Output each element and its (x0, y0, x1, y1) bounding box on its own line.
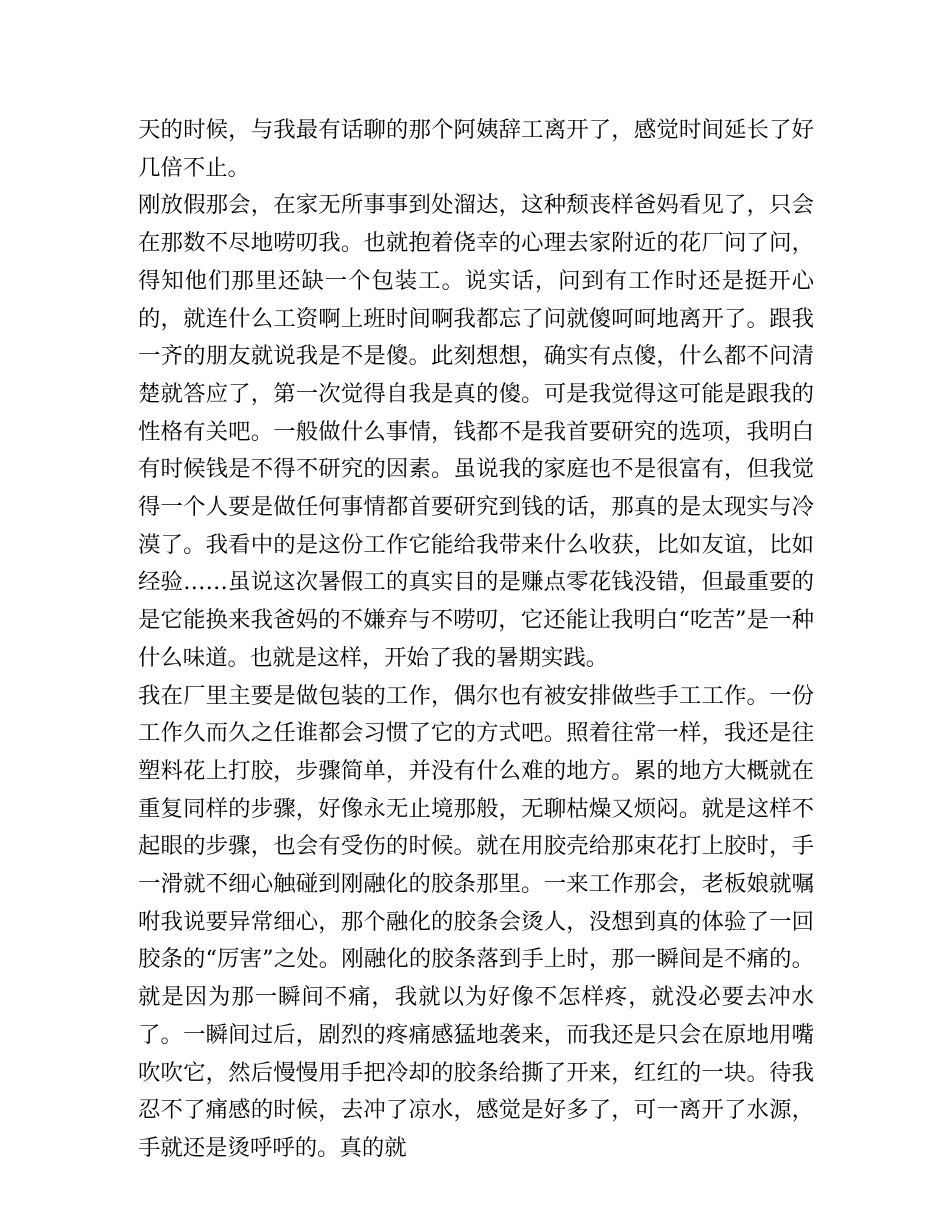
paragraph-2: 刚放假那会，在家无所事事到处溜达，这种颓丧样爸妈看见了，只会在那数不尽地唠叨我。也就抱着侥幸的心理去家附近的花厂问了问，得知他们那里还缺一个包装工。说实话，问到有工作时还是挺开心的，就连什么工资啊上班时间啊我都忘了问就傻呵呵地离开了。跟我一齐的朋友就说我是不是傻。此刻想想，确实有点傻，什么都不问清楚就答应了，第一次觉得自我是真的傻。可是我觉得这可能是跟我的性格有关吧。一般做什么事情，钱都不是我首要研究的选项，我明白有时候钱是不得不研究的因素。虽说我的家庭也不是很富有，但我觉得一个人要是做任何事情都首要研究到钱的话，那真的是太现实与冷漠了。我看中的是这份工作它能给我带来什么收获，比如友谊，比如经验……虽说这次暑假工的真实目的是赚点零花钱没错，但最重要的是它能换来我爸妈的不嫌弃与不唠叨，它还能让我明白“吃苦”是一种什么味道。也就是这样，开始了我的暑期实践。 (138, 192, 814, 671)
paragraph-3: 我在厂里主要是做包装的工作，偶尔也有被安排做些手工工作。一份工作久而久之任谁都会习惯了它的方式吧。照着往常一样，我还是往塑料花上打胶，步骤简单，并没有什么难的地方。累的地方大概就在重复同样的步骤，好像永无止境那般，无聊枯燥又烦闷。就是这样不起眼的步骤，也会有受伤的时候。就在用胶壳给那束花打上胶时，手一滑就不细心触碰到刚融化的胶条那里。一来工作那会，老板娘就嘱咐我说要异常细心，那个融化的胶条会烫人，没想到真的体验了一回胶条的“厉害”之处。刚融化的胶条落到手上时，那一瞬间是不痛的。就是因为那一瞬间不痛，我就以为好像不怎样疼，就没必要去冲水了。一瞬间过后，剧烈的疼痛感猛地袭来，而我还是只会在原地用嘴吹吹它，然后慢慢用手把冷却的胶条给撕了开来，红红的一块。待我忍不了痛感的时候，去冲了凉水，感觉是好多了，可一离开了水源，手就还是烫呼呼的。真的就 (138, 682, 814, 1161)
paragraph-1: 天的时候，与我最有话聊的那个阿姨辞工离开了，感觉时间延长了好几倍不止。 (138, 117, 814, 181)
document-body (138, 112, 814, 1168)
